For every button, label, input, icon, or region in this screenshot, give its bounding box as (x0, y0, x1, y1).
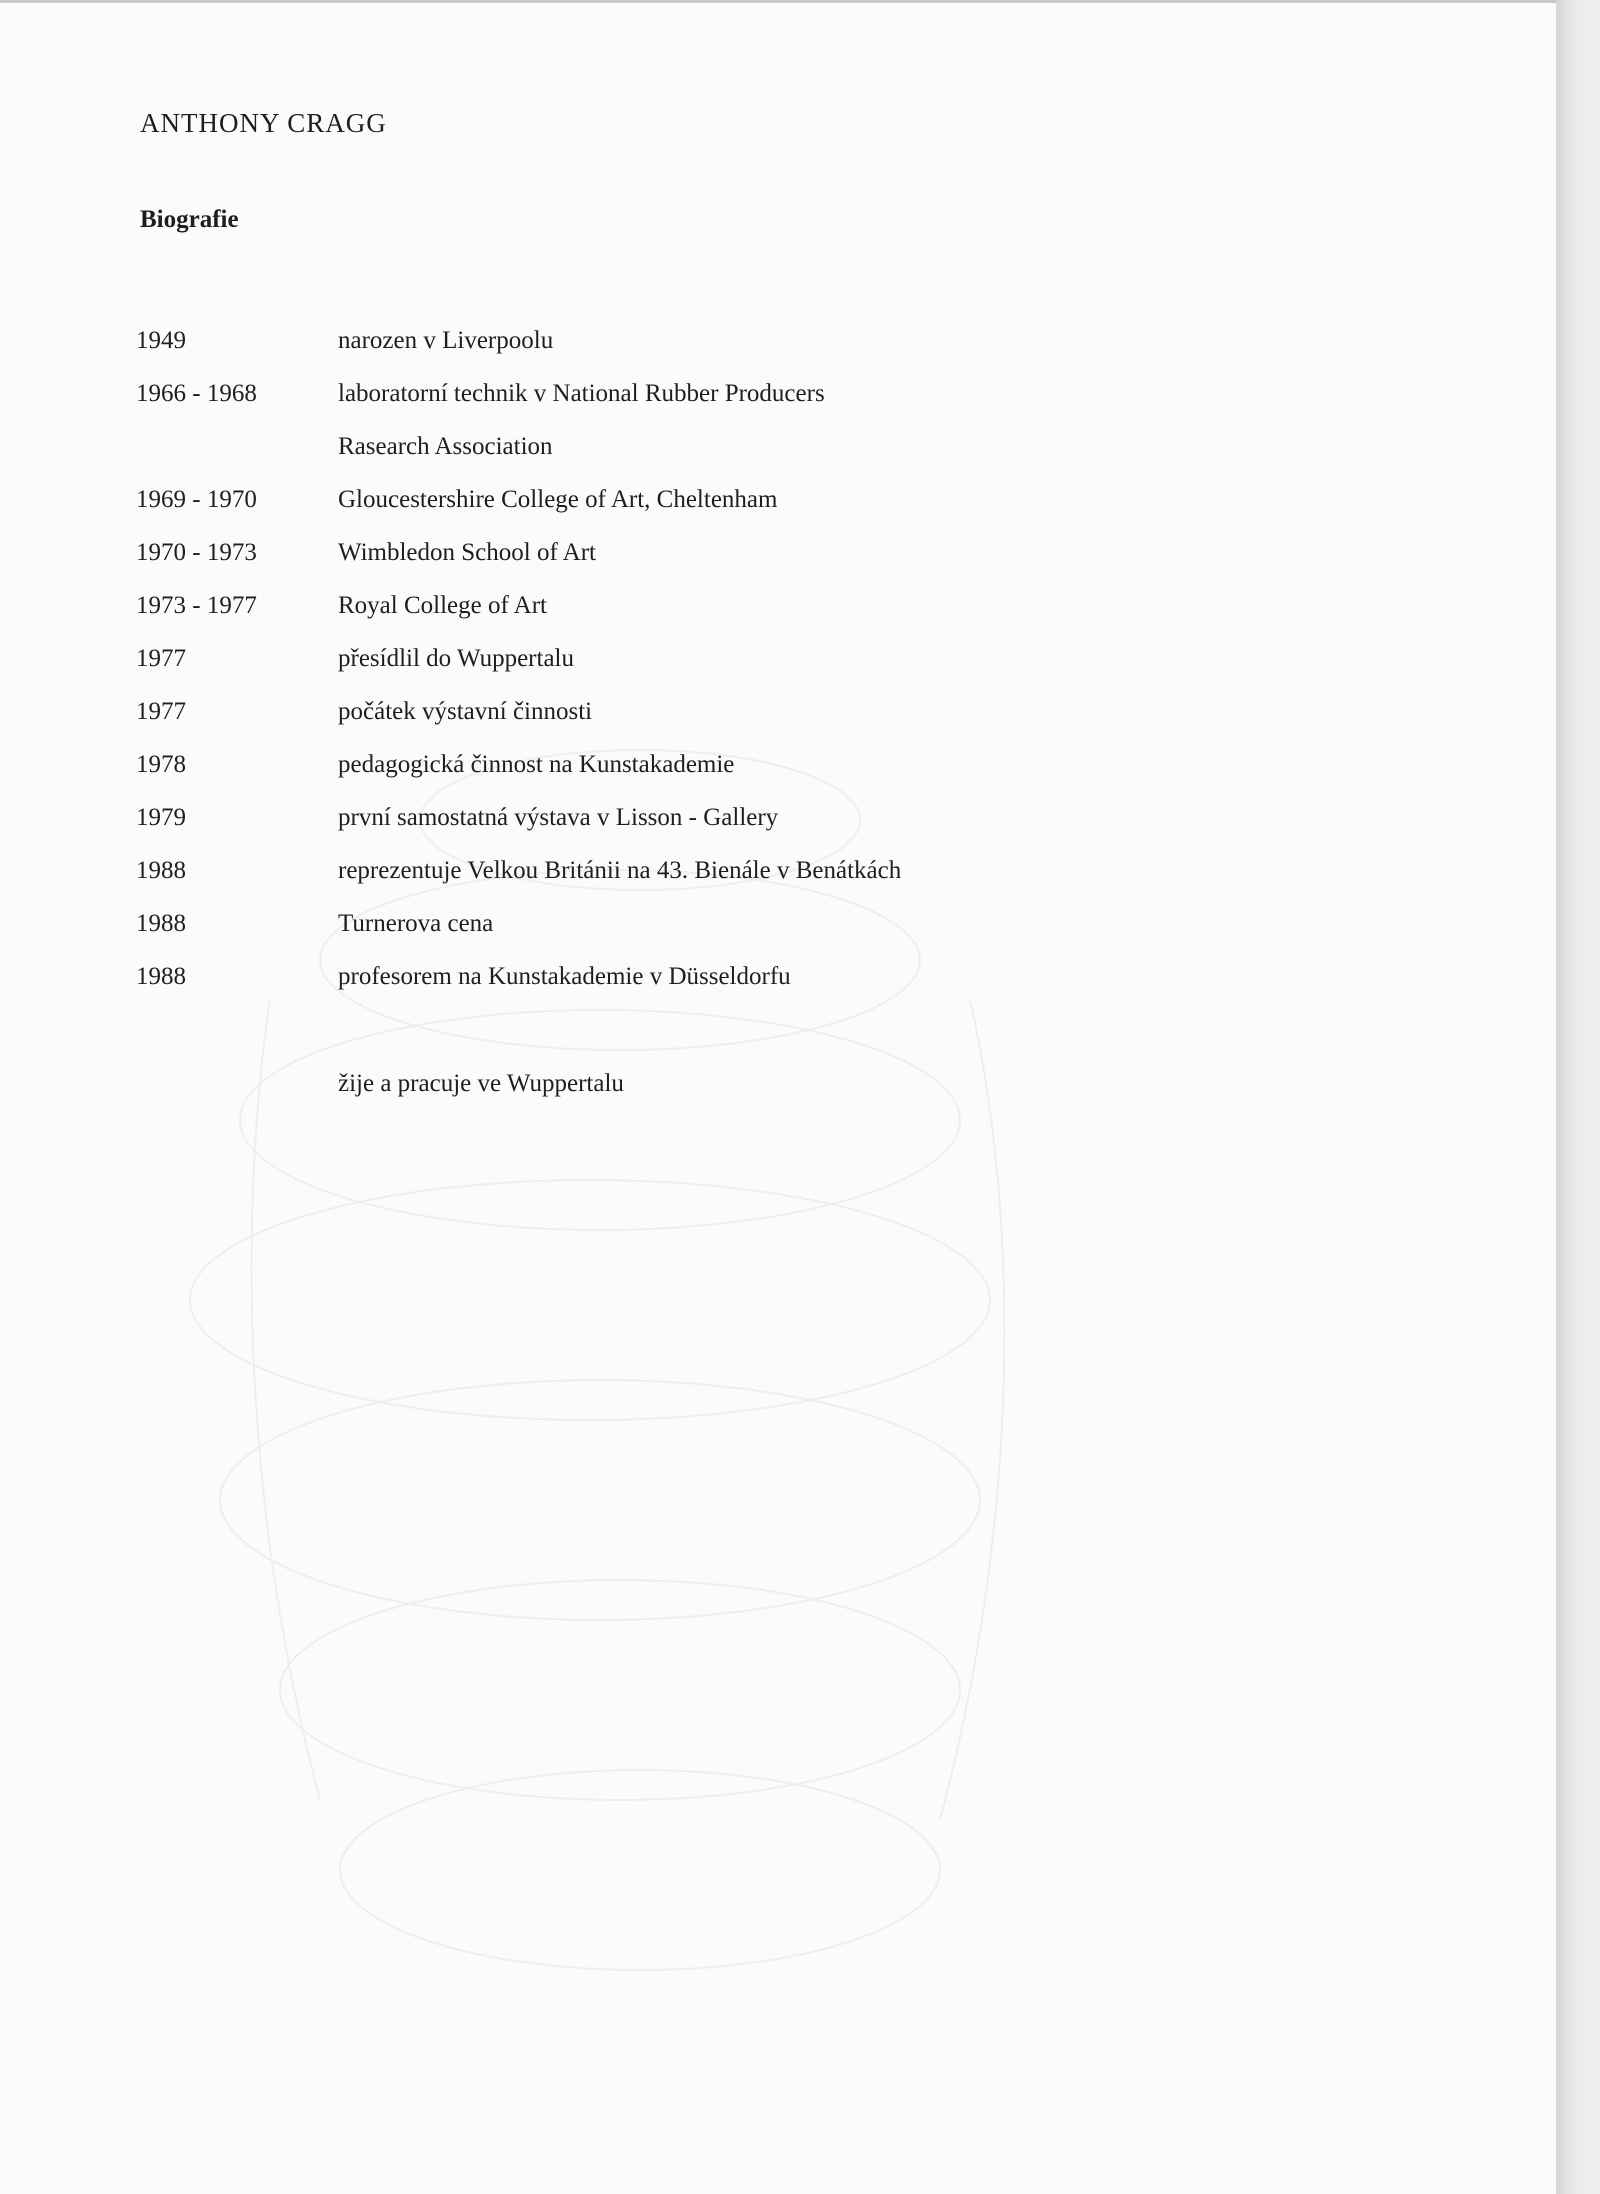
entry-description: Gloucestershire College of Art, Cheltenham (338, 486, 778, 513)
biography-entry (136, 431, 901, 484)
biography-entry (136, 749, 901, 802)
entry-years: 1977 (136, 645, 186, 672)
page-top-edge (0, 0, 1556, 3)
entry-years: 1979 (136, 804, 186, 831)
biography-entry (136, 643, 901, 696)
section-title: Biografie (140, 206, 239, 233)
biography-entry (136, 908, 901, 961)
entry-years: 1988 (136, 857, 186, 884)
entry-description: narozen v Liverpoolu (338, 327, 554, 354)
entry-description: Turnerova cena (338, 910, 494, 937)
biography-entry (136, 537, 901, 590)
entry-description: Royal College of Art (338, 592, 547, 619)
page-fold-edge (1556, 0, 1600, 2194)
entry-years: 1988 (136, 963, 186, 990)
entry-years (136, 431, 338, 484)
entry-description: počátek výstavní činnosti (338, 698, 593, 725)
author-name: ANTHONY CRAGG (140, 108, 387, 138)
biography-list (136, 325, 901, 1014)
entry-description: první samostatná výstava v Lisson - Gallery (338, 804, 779, 831)
entry-description: přesídlil do Wuppertalu (338, 645, 574, 672)
entry-years: 1969 - 1970 (136, 486, 257, 513)
entry-description: reprezentuje Velkou Británii na 43. Bienále v Benátkách (338, 857, 902, 884)
entry-description: laboratorní technik v National Rubber Producers (338, 380, 825, 407)
entry-description: profesorem na Kunstakademie v Düsseldorfu (338, 963, 791, 990)
entry-description: Rasearch Association (338, 433, 553, 460)
entry-years: 1970 - 1973 (136, 539, 257, 566)
entry-years: 1988 (136, 910, 186, 937)
entry-years: 1966 - 1968 (136, 380, 257, 407)
biography-entry (136, 802, 901, 855)
biography-entry (136, 325, 901, 378)
entry-description: Wimbledon School of Art (338, 539, 596, 566)
entry-years: 1949 (136, 327, 186, 354)
footer-note: žije a pracuje ve Wuppertalu (338, 1070, 624, 1097)
biography-entry (136, 696, 901, 749)
biography-entry (136, 590, 901, 643)
entry-years: 1978 (136, 751, 186, 778)
biography-entry (136, 378, 901, 431)
entry-years: 1977 (136, 698, 186, 725)
biography-entry (136, 855, 901, 908)
entry-years: 1973 - 1977 (136, 592, 257, 619)
entry-description: pedagogická činnost na Kunstakademie (338, 751, 735, 778)
biography-entry (136, 484, 901, 537)
biography-entry (136, 961, 901, 1014)
